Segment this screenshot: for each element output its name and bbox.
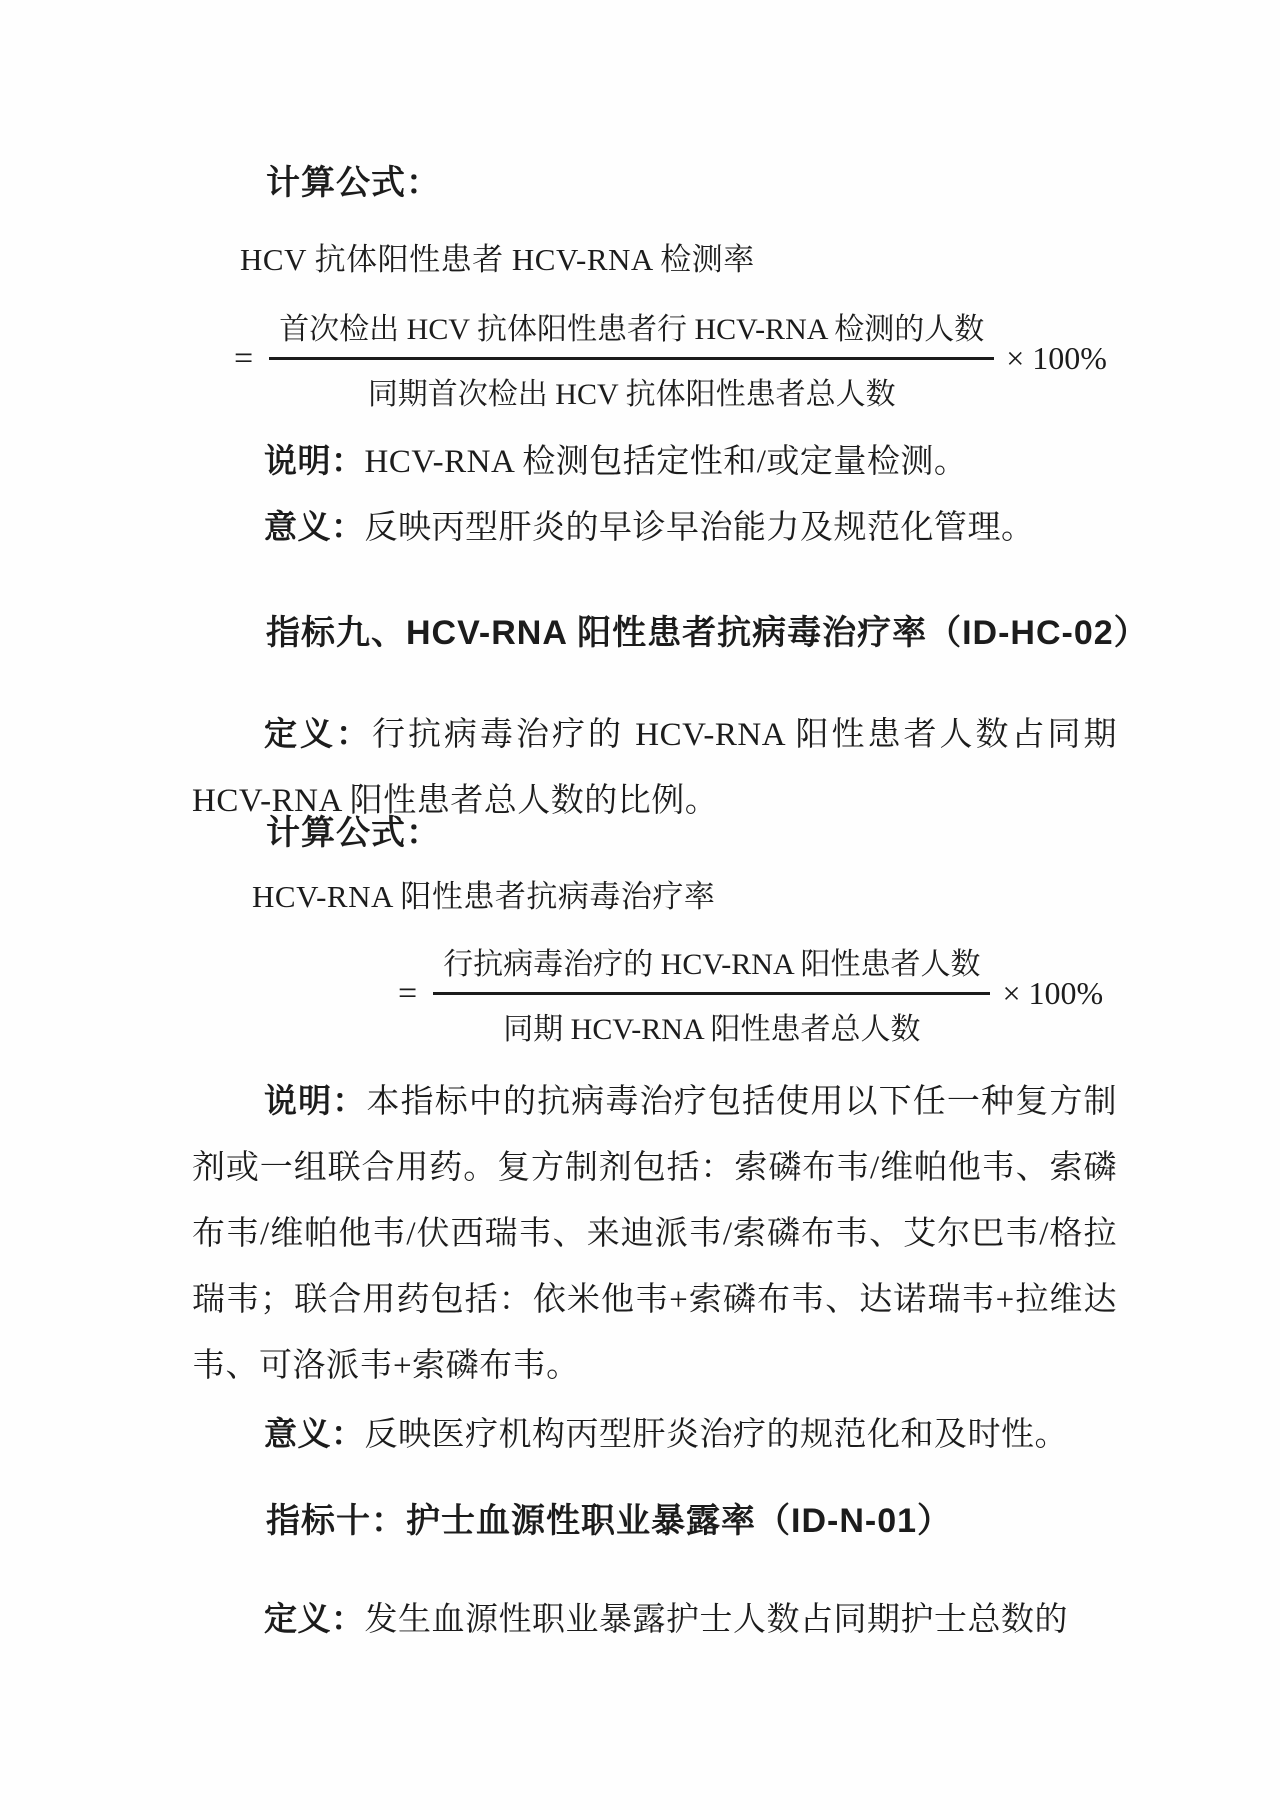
definition-text: 发生血源性职业暴露护士人数占同期护士总数的	[364, 1602, 1068, 1638]
fraction-numerator: 行抗病毒治疗的 HCV-RNA 阳性患者人数	[443, 948, 981, 981]
fraction-denominator: 同期 HCV-RNA 阳性患者总人数	[433, 992, 990, 1048]
definition-text: 行抗病毒治疗的 HCV-RNA 阳性患者人数占同期 HCV-RNA 阳性患者总人数的比例。	[192, 717, 1117, 819]
formula-name-1: HCV 抗体阳性患者 HCV-RNA 检测率	[240, 242, 755, 277]
meaning-label: 意义：	[264, 508, 365, 545]
formula-equation-1	[234, 304, 1107, 413]
fraction-denominator: 同期首次检出 HCV 抗体阳性患者总人数	[269, 357, 994, 413]
meaning-paragraph-9	[192, 1401, 1117, 1468]
multiplier: × 100%	[1002, 975, 1104, 1011]
fraction-numerator: 首次检出 HCV 抗体阳性患者行 HCV-RNA 检测的人数	[279, 313, 985, 346]
definition-label: 定义：	[264, 715, 372, 752]
note-text: 本指标中的抗病毒治疗包括使用以下任一种复方制剂或一组联合用药。复方制剂包括：索磷布韦/维帕他韦、索磷布韦/维帕他韦/伏西瑞韦、来迪派韦/索磷布韦、艾尔巴韦/格拉瑞韦；联合用药包括：依米他韦+索磷布韦、达诺瑞韦+拉维达韦、可洛派韦+索磷布韦。	[192, 1084, 1117, 1384]
note-text: HCV-RNA 检测包括定性和/或定量检测。	[364, 444, 968, 480]
definition-paragraph-10	[192, 1586, 1117, 1653]
formula-equation-2	[398, 939, 1103, 1048]
equals-sign: =	[398, 974, 418, 1012]
definition-label: 定义：	[264, 1600, 365, 1637]
meaning-text: 反映医疗机构丙型肝炎治疗的规范化和及时性。	[364, 1417, 1068, 1453]
note-paragraph-1	[192, 428, 1117, 495]
equals-sign: =	[234, 339, 254, 377]
indicator-nine-title: 指标九、HCV-RNA 阳性患者抗病毒治疗率（ID-HC-02）	[266, 614, 1149, 652]
meaning-text: 反映丙型肝炎的早诊早治能力及规范化管理。	[364, 510, 1035, 546]
calc-formula-heading-2: 计算公式：	[266, 814, 441, 852]
meaning-paragraph-1	[192, 494, 1117, 561]
note-label: 说明：	[264, 442, 365, 479]
calc-formula-heading-1: 计算公式：	[266, 164, 441, 202]
fraction	[433, 939, 990, 1048]
formula-name-2: HCV-RNA 阳性患者抗病毒治疗率	[252, 879, 716, 914]
indicator-ten-title: 指标十：护士血源性职业暴露率（ID-N-01）	[266, 1502, 953, 1540]
fraction	[269, 304, 994, 413]
meaning-label: 意义：	[264, 1415, 365, 1452]
note-paragraph-9	[192, 1068, 1117, 1399]
note-label: 说明：	[264, 1082, 367, 1119]
multiplier: × 100%	[1006, 340, 1107, 376]
